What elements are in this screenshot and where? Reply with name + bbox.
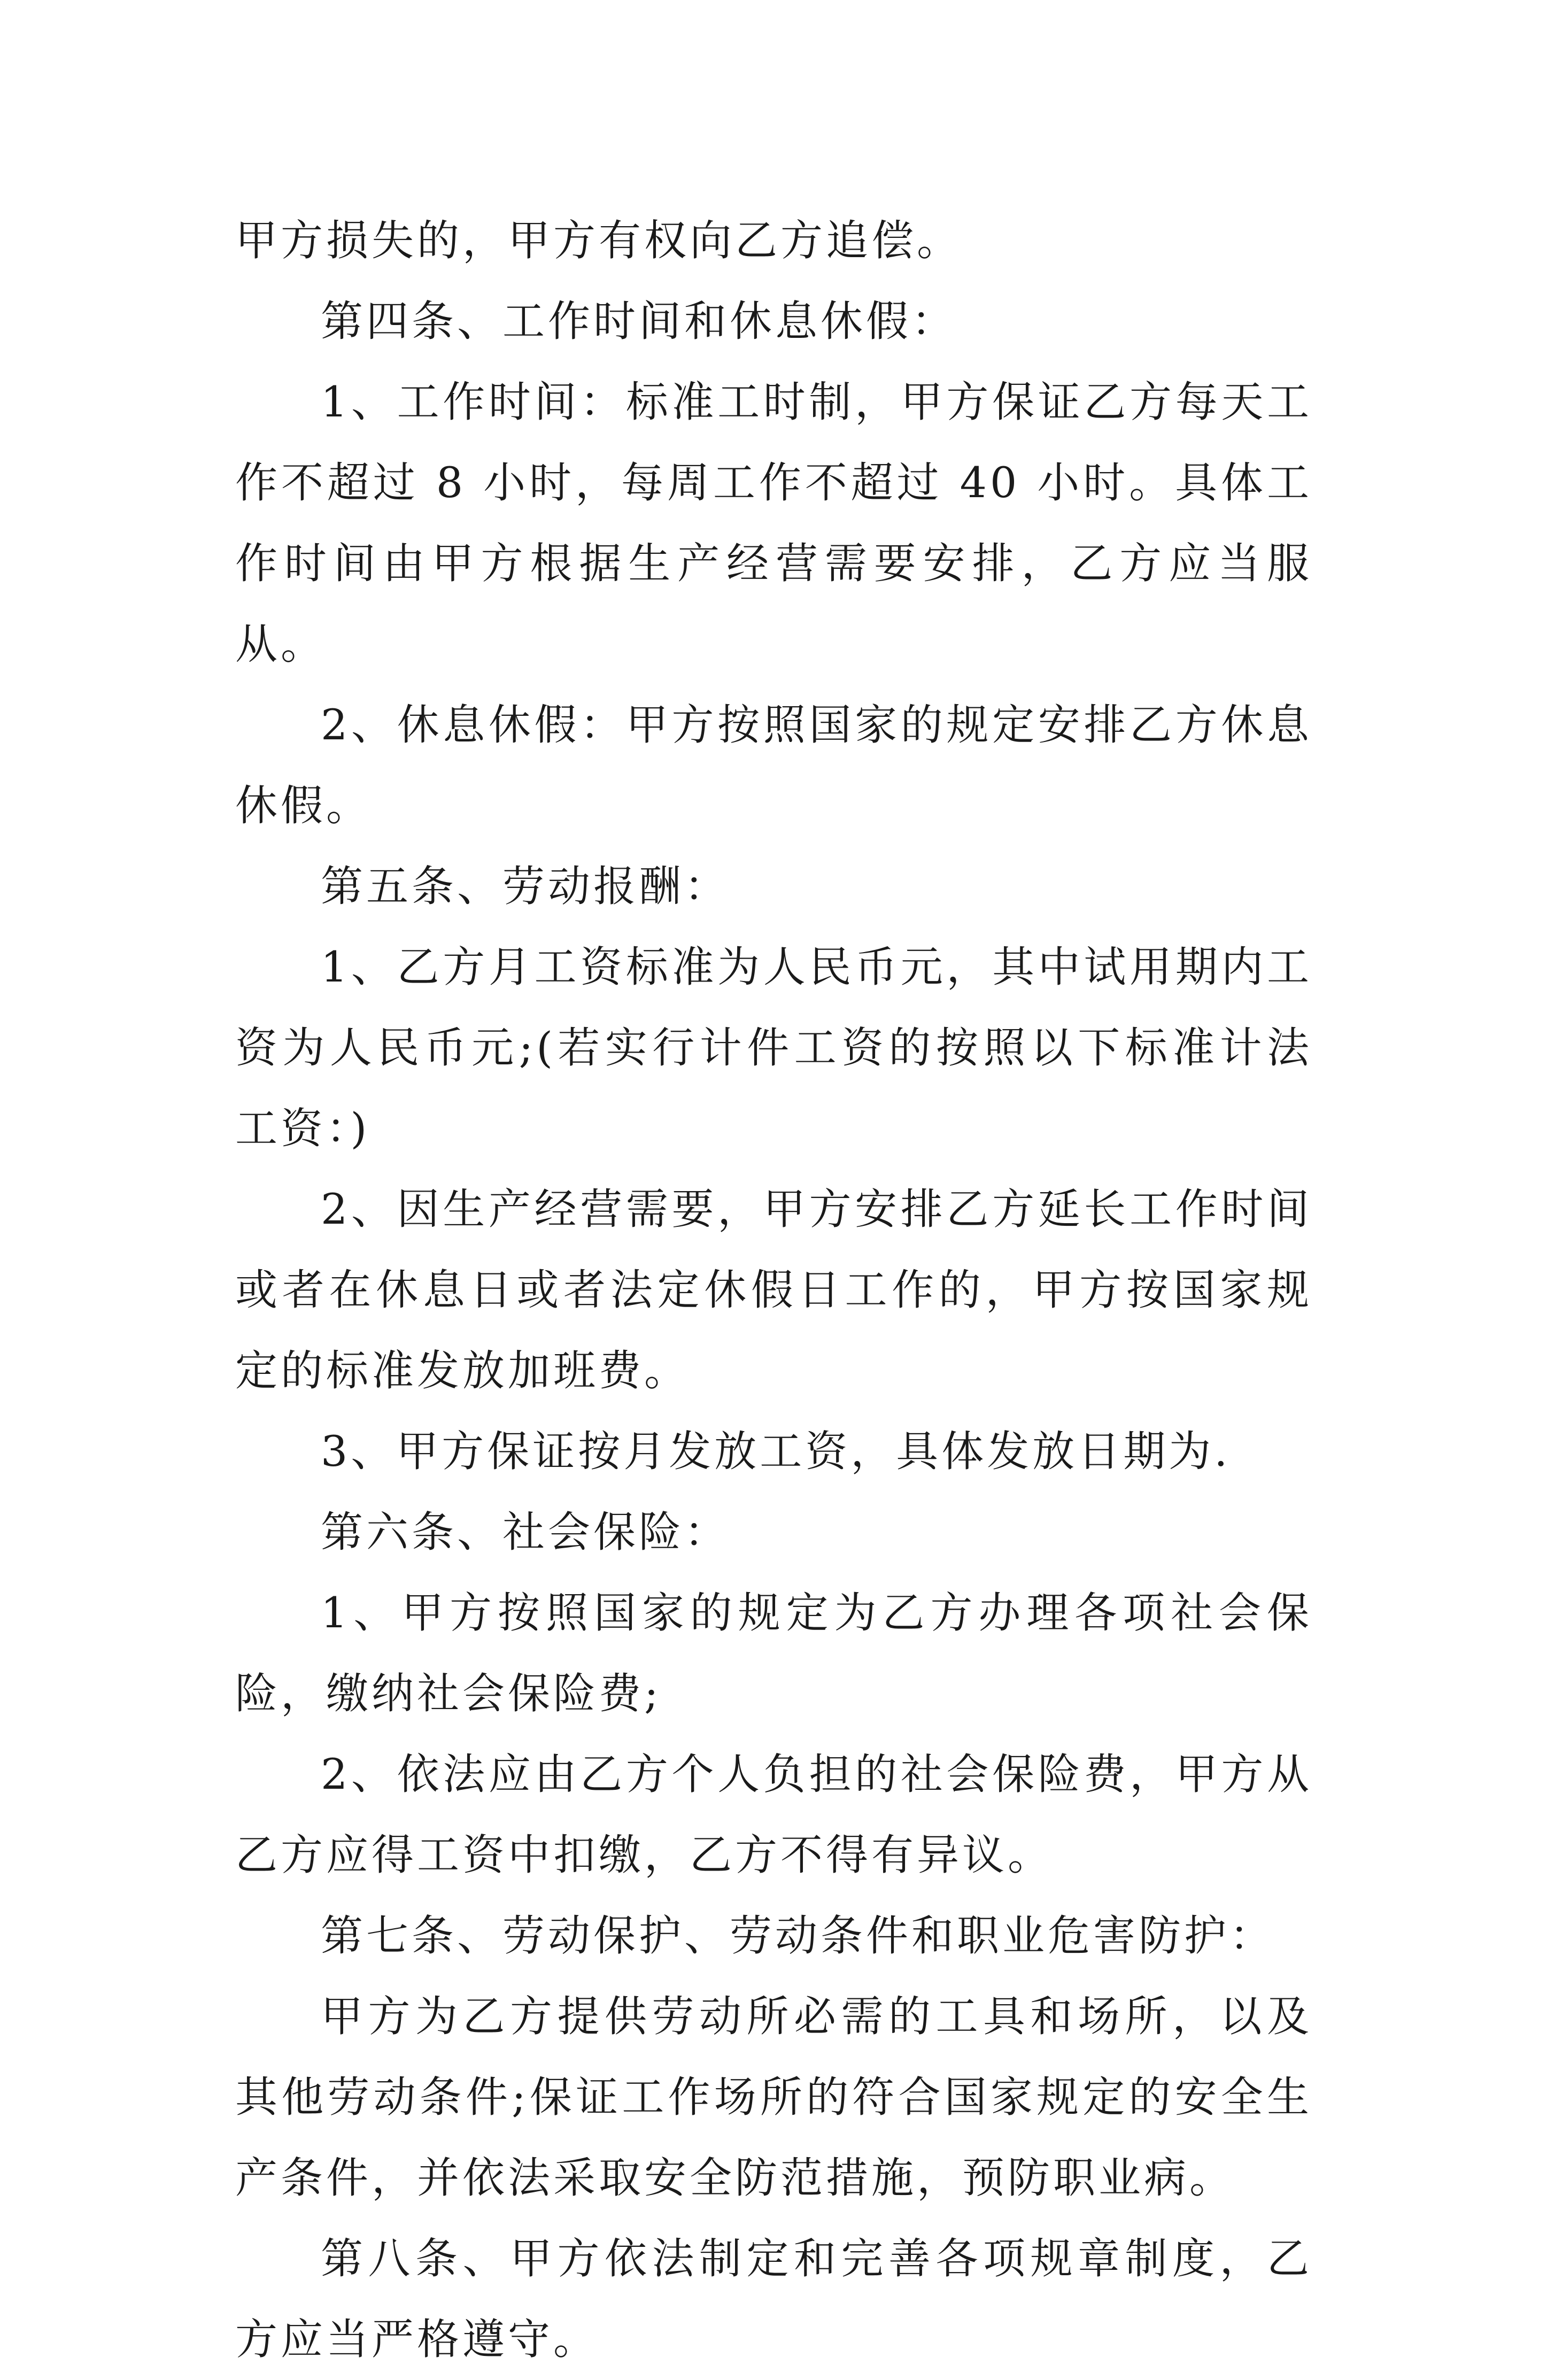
article-5-clause-1: 1、乙方月工资标准为人民币元，其中试用期内工资为人民币元;(若实行计件工资的按照以下标准计法工资：) [235, 942, 1312, 1153]
article-6-clause-2: 2、依法应由乙方个人负担的社会保险费，甲方从乙方应得工资中扣缴，乙方不得有异议。 [235, 1750, 1312, 1880]
article-6-heading: 第六条、社会保险： [321, 1508, 730, 1557]
article-8-body: 第八条、甲方依法制定和完善各项规章制度，乙方应当严格遵守。 [235, 2234, 1312, 2364]
article-5-clause-2: 2、因生产经营需要，甲方安排乙方延长工作时间或者在休息日或者法定休假日工作的，甲方按国家规定的标准发放加班费。 [235, 1185, 1312, 1395]
article-6-clause-1: 1、甲方按照国家的规定为乙方办理各项社会保险，缴纳社会保险费; [235, 1588, 1312, 1718]
article-5-heading: 第五条、劳动报酬： [321, 862, 730, 911]
paragraph-continuation: 甲方损失的，甲方有权向乙方追偿。 [235, 216, 962, 265]
article-7-heading: 第七条、劳动保护、劳动条件和职业危害防护： [321, 1911, 1275, 1960]
article-4-clause-2: 2、休息休假：甲方按照国家的规定安排乙方休息休假。 [235, 700, 1312, 830]
document-body [235, 200, 1312, 2380]
article-4-clause-1: 1、工作时间：标准工时制，甲方保证乙方每天工作不超过 8 小时，每周工作不超过 40 小时。具体工作时间由甲方根据生产经营需要安排，乙方应当服从。 [235, 377, 1312, 669]
article-7-body: 甲方为乙方提供劳动所必需的工具和场所，以及其他劳动条件;保证工作场所的符合国家规定的安全生产条件，并依法采取安全防范措施，预防职业病。 [235, 1992, 1312, 2203]
article-5-clause-3: 3、甲方保证按月发放工资，具体发放日期为. [321, 1427, 1231, 1476]
article-4-heading: 第四条、工作时间和休息休假： [321, 297, 957, 346]
